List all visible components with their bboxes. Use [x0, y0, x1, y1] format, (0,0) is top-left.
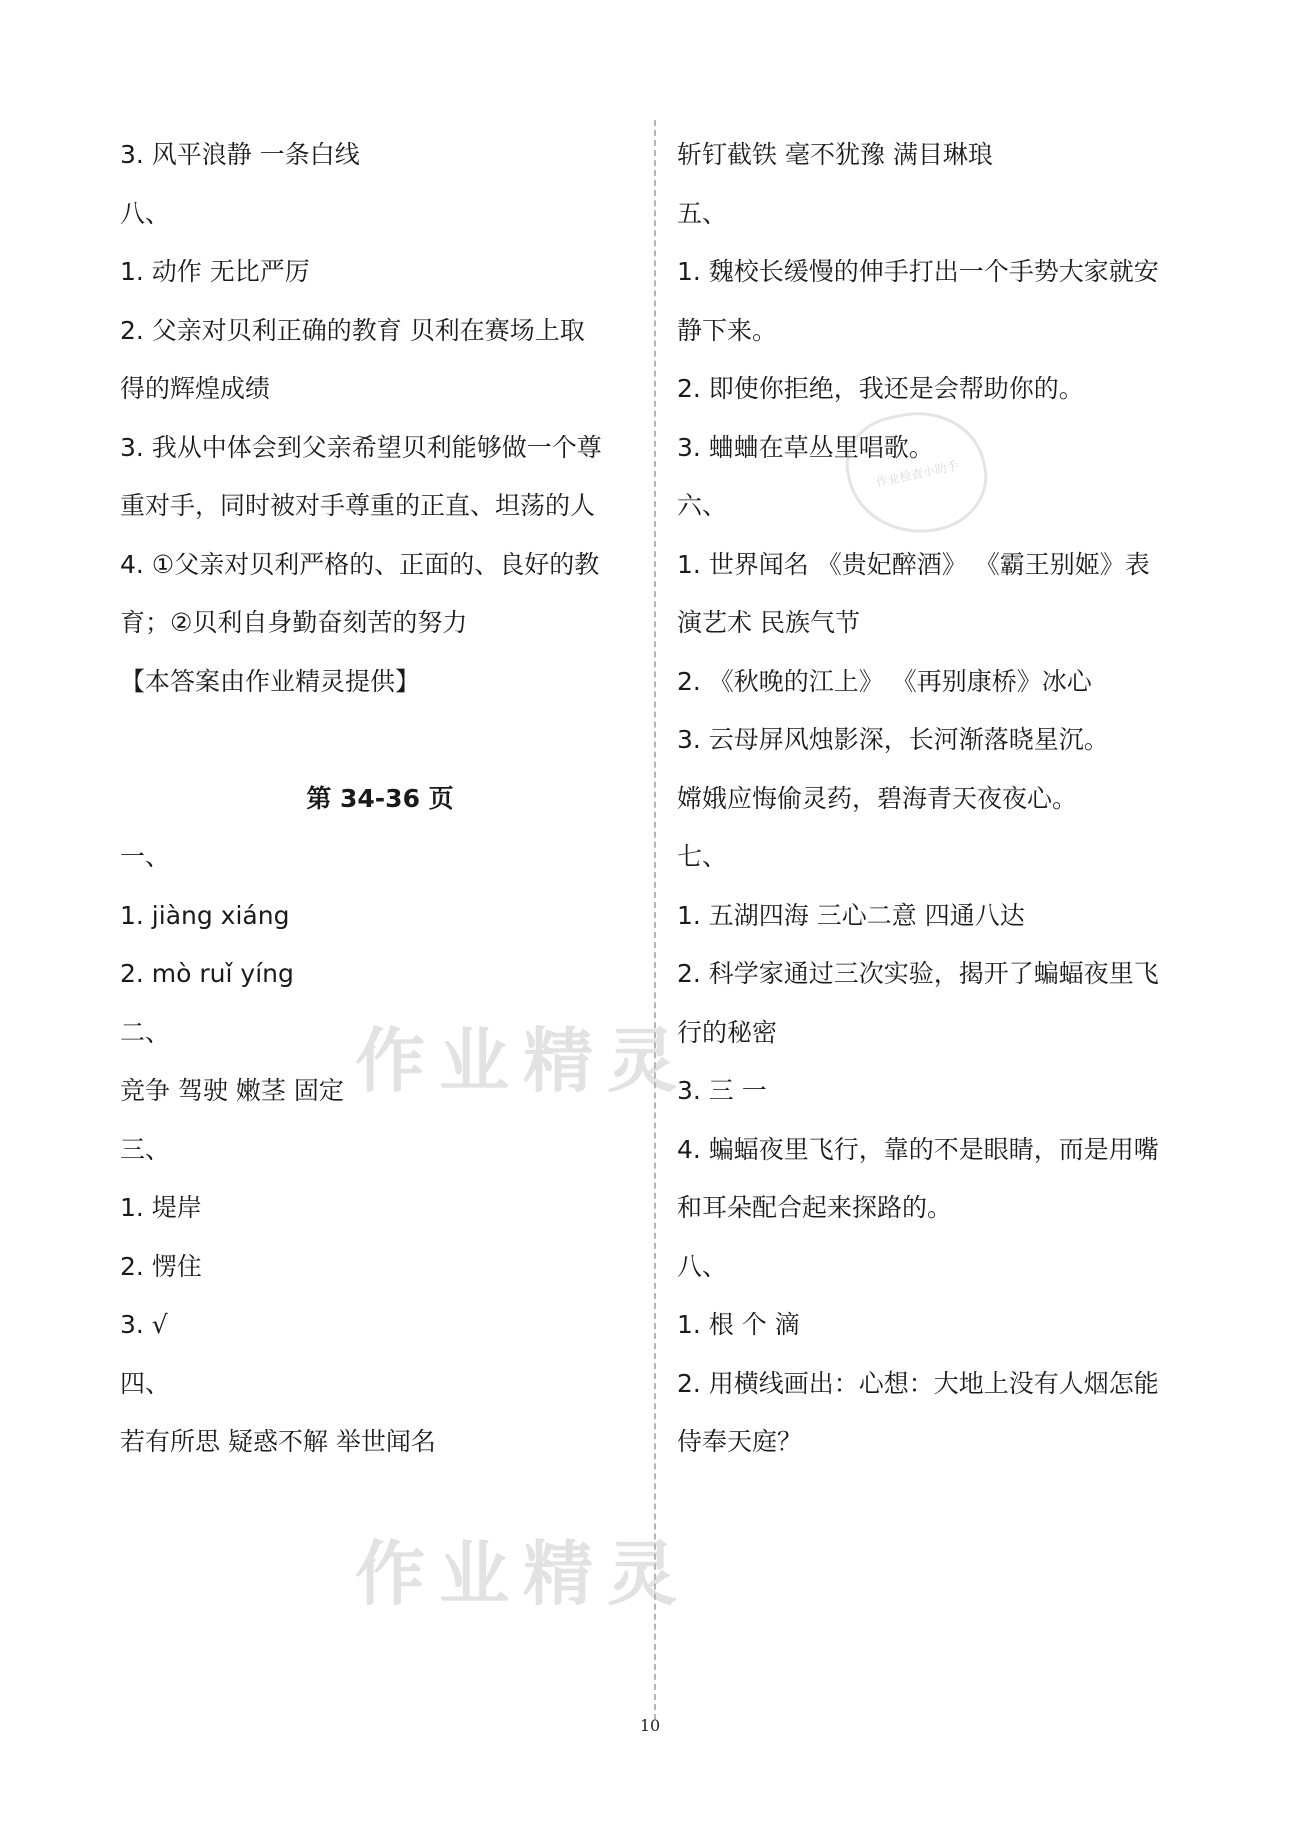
answer-line: 育；②贝利自身勤奋刻苦的努力: [120, 608, 468, 637]
answer-line: 八、: [120, 199, 171, 228]
answer-line: 1. 动作 无比严厉: [120, 257, 310, 286]
answer-line: 3. 三 一: [677, 1076, 767, 1105]
answer-line: 竞争 驾驶 嫩茎 固定: [120, 1076, 344, 1105]
answer-line: 3. 风平浪静 一条白线: [120, 140, 360, 169]
answer-line: 四、: [120, 1369, 171, 1398]
answer-line: 3. √: [120, 1310, 168, 1339]
answer-line: 2. 即使你拒绝，我还是会帮助你的。: [677, 374, 1084, 403]
answer-line: 1. 世界闻名 《贵妃醉酒》 《霸王别姬》表: [677, 550, 1150, 579]
answer-line: 1. 堤岸: [120, 1193, 202, 1222]
answer-line: 2. 父亲对贝利正确的教育 贝利在赛场上取: [120, 316, 585, 345]
answer-line: 得的辉煌成绩: [120, 374, 271, 403]
answer-line: 若有所思 疑惑不解 举世闻名: [120, 1427, 436, 1456]
answer-line: 2. mò ruǐ yíng: [120, 959, 294, 988]
answer-line: 3. 我从中体会到父亲希望贝利能够做一个尊: [120, 433, 602, 462]
answer-line: 和耳朵配合起来探路的。: [677, 1193, 953, 1222]
answer-line: 三、: [120, 1135, 171, 1164]
answer-line: 一、: [120, 842, 171, 871]
column-divider: [654, 120, 656, 1720]
answer-line: 2. 用横线画出：心想：大地上没有人烟怎能: [677, 1369, 1159, 1398]
answer-line: 嫦娥应悔偷灵药，碧海青天夜夜心。: [677, 784, 1078, 813]
answer-line: 2. 《秋晚的江上》 《再别康桥》冰心: [677, 667, 1092, 696]
page-number: 10: [639, 1716, 661, 1735]
watermark: 作业精灵: [355, 1020, 691, 1102]
answer-line: 重对手，同时被对手尊重的正直、坦荡的人: [120, 491, 596, 520]
answer-line: 1. 魏校长缓慢的伸手打出一个手势大家就安: [677, 257, 1159, 286]
answer-line: 斩钉截铁 毫不犹豫 满目琳琅: [677, 140, 993, 169]
answer-line: 静下来。: [677, 316, 778, 345]
answer-line: 4. ①父亲对贝利严格的、正面的、良好的教: [120, 550, 600, 579]
watermark: 作业精灵: [355, 1533, 691, 1615]
answer-line: 1. jiàng xiáng: [120, 901, 290, 930]
answer-line: 4. 蝙蝠夜里飞行，靠的不是眼睛，而是用嘴: [677, 1135, 1159, 1164]
answer-line: 七、: [677, 842, 728, 871]
section-heading: 第 34-36 页: [306, 784, 454, 813]
answer-line: 行的秘密: [677, 1018, 778, 1047]
answer-line: 2. 科学家通过三次实验，揭开了蝙蝠夜里飞: [677, 959, 1159, 988]
answer-line: 八、: [677, 1252, 728, 1281]
answer-line: 演艺术 民族气节: [677, 608, 860, 637]
answer-line: 3. 蛐蛐在草丛里唱歌。: [677, 433, 934, 462]
stamp: [837, 399, 997, 547]
answer-line: 【本答案由作业精灵提供】: [120, 667, 421, 696]
stamp-text: 作业检查小助手: [874, 457, 960, 490]
answer-line: 侍奉天庭？: [677, 1427, 803, 1456]
answer-line: 1. 五湖四海 三心二意 四通八达: [677, 901, 1025, 930]
answer-line: 二、: [120, 1018, 171, 1047]
answer-line: 3. 云母屏风烛影深，长河渐落晓星沉。: [677, 725, 1109, 754]
answer-line: 1. 根 个 滴: [677, 1310, 800, 1339]
answer-line: 五、: [677, 199, 728, 228]
answer-line: 六、: [677, 491, 728, 520]
answer-line: 2. 愣住: [120, 1252, 202, 1281]
